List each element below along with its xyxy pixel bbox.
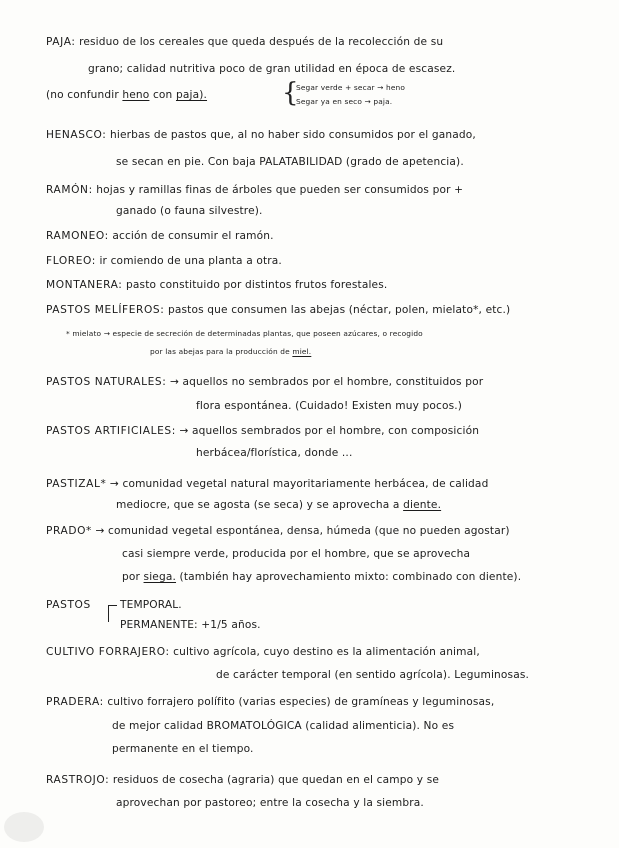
- ramon-line-1: RAMÓN: hojas y ramillas finas de árboles que pueden ser consumidos por +: [46, 184, 464, 196]
- rastrojo-line-1: RASTROJO: residuos de cosecha (agraria) que quedan en el campo y se: [46, 774, 440, 786]
- paja-line-3: (no confundir heno con paja).: [46, 89, 208, 101]
- term-naturales: PASTOS NATURALES:: [46, 376, 167, 388]
- term-artificiales: PASTOS ARTIFICIALES:: [46, 425, 176, 437]
- paja-paja: paja).: [175, 89, 208, 101]
- note-asterisk: * mielato →: [66, 329, 111, 338]
- prado-siega: siega.: [143, 571, 177, 583]
- paja-brace-1: Segar verde + secar → heno: [296, 83, 406, 92]
- pradera-line-1: PRADERA: cultivo forrajero polífito (varias especies) de gramíneas y leguminosas,: [46, 696, 495, 708]
- term-paja: PAJA:: [46, 36, 76, 48]
- pastos-line-1: [46, 598, 91, 612]
- meliferos-note-1: * mielato → especie de secreción de determinadas plantas, que poseen azúcares, o recogido: [66, 329, 423, 338]
- paja-heno: heno: [122, 89, 150, 101]
- paja-brace-2: Segar ya en seco → paja.: [296, 97, 393, 106]
- bracket-icon: [108, 605, 117, 622]
- rastrojo-line-2: aprovechan por pastoreo; entre la cosecha y la siembra.: [116, 797, 424, 809]
- pastizal-line-2: mediocre, que se agosta (se seca) y se aprovecha a diente.: [116, 499, 442, 511]
- term-ramon: RAMÓN:: [46, 184, 93, 196]
- floreo-line: FLOREO: ir comiendo de una planta a otra.: [46, 255, 282, 267]
- paja-line-2: grano; calidad nutritiva poco de gran utilidad en época de escasez.: [88, 63, 456, 75]
- pastos-permanente: PERMANENTE: +1/5 años.: [120, 619, 261, 631]
- paper-smudge: [4, 812, 44, 842]
- term-floreo: FLOREO:: [46, 255, 96, 267]
- montanera-line: MONTANERA: pasto constituido por distintos frutos forestales.: [46, 279, 388, 291]
- prado-line-1: PRADO* → comunidad vegetal espontánea, densa, húmeda (que no pueden agostar): [46, 525, 510, 537]
- term-meliferos: PASTOS MELÍFEROS:: [46, 304, 165, 316]
- artificiales-line-1: PASTOS ARTIFICIALES: → aquellos sembrados por el hombre, con composición: [46, 425, 480, 437]
- note-miel: miel.: [292, 347, 312, 356]
- pastizal-line-1: PASTIZAL* → comunidad vegetal natural mayoritariamente herbácea, de calidad: [46, 478, 489, 490]
- term-pastizal: PASTIZAL*: [46, 478, 107, 490]
- artificiales-line-2: herbácea/florística, donde ...: [196, 447, 353, 459]
- forrajero-line-1: CULTIVO FORRAJERO: cultivo agrícola, cuyo destino es la alimentación animal,: [46, 646, 480, 658]
- curly-brace-icon: {: [282, 78, 299, 108]
- meliferos-note-2: por las abejas para la producción de miel.: [150, 347, 312, 356]
- ramoneo-line: RAMONEO: acción de consumir el ramón.: [46, 230, 274, 242]
- ramon-line-2: ganado (o fauna silvestre).: [116, 205, 263, 217]
- term-ramoneo: RAMONEO:: [46, 230, 109, 242]
- naturales-line-1: PASTOS NATURALES: → aquellos no sembrados por el hombre, constituidos por: [46, 376, 484, 388]
- pastizal-diente: diente.: [403, 499, 442, 511]
- pradera-line-2: de mejor calidad BROMATOLÓGICA (calidad alimenticia). No es: [112, 720, 455, 732]
- henasco-line-1: HENASCO: hierbas de pastos que, al no haber sido consumidos por el ganado,: [46, 129, 476, 141]
- prado-line-2: casi siempre verde, producida por el hombre, que se aprovecha: [122, 548, 471, 560]
- term-montanera: MONTANERA:: [46, 279, 123, 291]
- pastos-temporal: TEMPORAL.: [120, 599, 182, 611]
- pradera-line-3: permanente en el tiempo.: [112, 743, 254, 755]
- paja-line-1: PAJA: residuo de los cereales que queda después de la recolección de su: [46, 36, 444, 48]
- naturales-line-2: flora espontánea. (Cuidado! Existen muy pocos.): [196, 400, 463, 412]
- prado-line-3: por siega. (también hay aprovechamiento mixto: combinado con diente).: [122, 571, 522, 583]
- term-pradera: PRADERA:: [46, 696, 104, 708]
- term-henasco: HENASCO:: [46, 129, 107, 141]
- henasco-line-2: se secan en pie. Con baja PALATABILIDAD (grado de apetencia).: [116, 156, 464, 168]
- term-forrajero: CULTIVO FORRAJERO:: [46, 646, 170, 658]
- term-rastrojo: RASTROJO:: [46, 774, 110, 786]
- term-prado: PRADO*: [46, 525, 92, 537]
- meliferos-line-1: PASTOS MELÍFEROS: pastos que consumen las abejas (néctar, polen, mielato*, etc.): [46, 304, 511, 316]
- forrajero-line-2: de carácter temporal (en sentido agrícola). Leguminosas.: [216, 669, 530, 681]
- term-pastos: PASTOS: [46, 599, 91, 611]
